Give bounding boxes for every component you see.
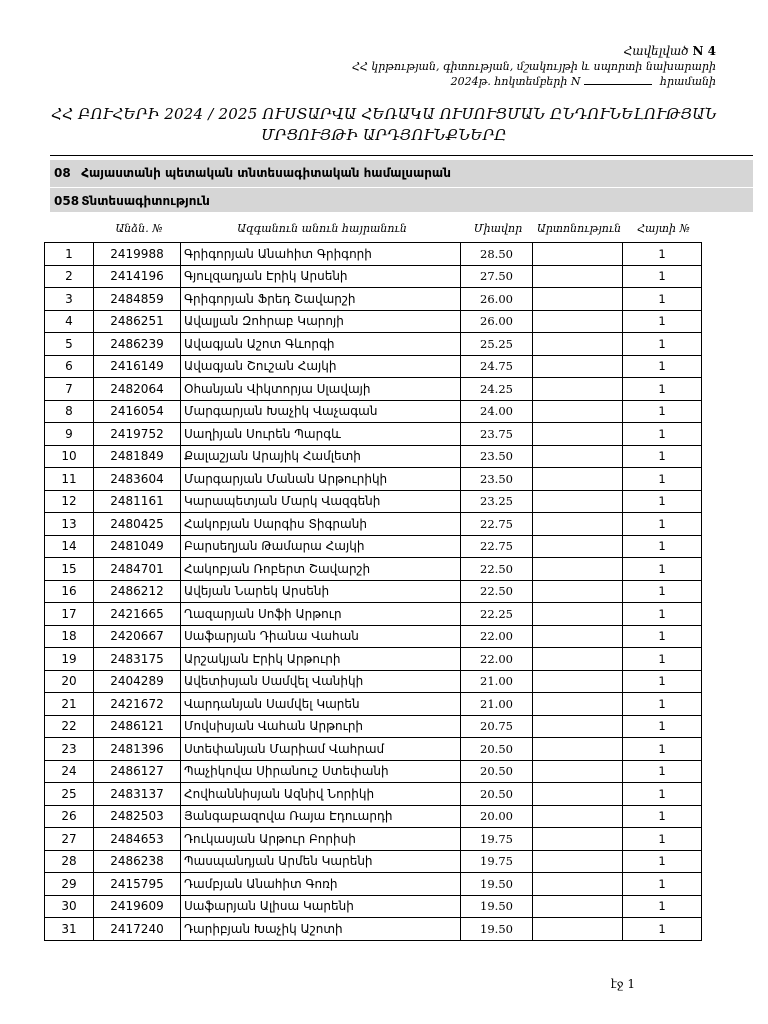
row-index-cell: 27: [45, 828, 94, 851]
title-divider: [50, 155, 753, 156]
score-cell: 20.50: [461, 738, 533, 761]
applicant-id-cell: 2486121: [94, 715, 181, 738]
applicant-name-cell: Ավետիսյան Սամվել Վանիկի: [181, 670, 461, 693]
table-row: [45, 333, 702, 356]
order-month: հոկտեմբերի: [494, 75, 568, 88]
privilege-cell: [533, 828, 623, 851]
privilege-cell: [533, 918, 623, 941]
application-number-cell: 1: [623, 490, 702, 513]
privilege-cell: [533, 895, 623, 918]
score-cell: 22.00: [461, 625, 533, 648]
score-cell: 19.50: [461, 873, 533, 896]
applicant-name-cell: Դուկասյան Արթուր Բորիսի: [181, 828, 461, 851]
table-row: [45, 445, 702, 468]
applicant-id-cell: 2416054: [94, 400, 181, 423]
table-row: [45, 378, 702, 401]
application-number-cell: 1: [623, 873, 702, 896]
applicant-id-cell: 2484653: [94, 828, 181, 851]
row-index-cell: 13: [45, 513, 94, 536]
table-row: [45, 265, 702, 288]
score-cell: 22.00: [461, 648, 533, 671]
row-index-cell: 12: [45, 490, 94, 513]
privilege-cell: [533, 670, 623, 693]
table-row: [45, 400, 702, 423]
privilege-cell: [533, 625, 623, 648]
row-index-cell: 2: [45, 265, 94, 288]
applicant-name-cell: Գրիգորյան Անահիտ Գրիգորի: [181, 243, 461, 266]
score-cell: 23.75: [461, 423, 533, 446]
row-index-cell: 1: [45, 243, 94, 266]
row-index-cell: 6: [45, 355, 94, 378]
table-row: [45, 535, 702, 558]
application-number-cell: 1: [623, 513, 702, 536]
applicant-name-cell: Ավալյան Զոհրաբ Կարոյի: [181, 310, 461, 333]
applicant-id-cell: 2419988: [94, 243, 181, 266]
applicant-name-cell: Հովհաննիսյան Ազնիվ Նորիկի: [181, 783, 461, 806]
applicant-name-cell: Արշակյան Էրիկ Արթուրի: [181, 648, 461, 671]
applicant-id-cell: 2483137: [94, 783, 181, 806]
row-index-cell: 5: [45, 333, 94, 356]
table-row: [45, 625, 702, 648]
score-cell: 21.00: [461, 693, 533, 716]
specialty-band: [50, 188, 753, 212]
score-cell: 26.00: [461, 310, 533, 333]
score-cell: 19.75: [461, 850, 533, 873]
application-number-cell: 1: [623, 333, 702, 356]
applicant-name-cell: Հակոբյան Սարգիս Տիգրանի: [181, 513, 461, 536]
applicant-name-cell: Մարգարյան Մանան Արթուրիկի: [181, 468, 461, 491]
applicant-name-cell: Ստեփանյան Մարիամ Վահրամ: [181, 738, 461, 761]
row-index-cell: 19: [45, 648, 94, 671]
row-index-cell: 25: [45, 783, 94, 806]
row-index-cell: 31: [45, 918, 94, 941]
table-row: [45, 355, 702, 378]
application-number-cell: 1: [623, 355, 702, 378]
privilege-cell: [533, 400, 623, 423]
privilege-cell: [533, 310, 623, 333]
annex-number: N 4: [692, 44, 716, 58]
application-number-cell: 1: [623, 423, 702, 446]
score-cell: 20.50: [461, 783, 533, 806]
privilege-cell: [533, 445, 623, 468]
score-cell: 24.75: [461, 355, 533, 378]
table-row: [45, 513, 702, 536]
results-table: [44, 242, 702, 941]
row-index-cell: 20: [45, 670, 94, 693]
privilege-cell: [533, 535, 623, 558]
row-index-cell: 15: [45, 558, 94, 581]
row-index-cell: 21: [45, 693, 94, 716]
score-cell: 20.50: [461, 760, 533, 783]
privilege-cell: [533, 355, 623, 378]
application-number-cell: 1: [623, 850, 702, 873]
applicant-name-cell: Դամբյան Անահիտ Գոռի: [181, 873, 461, 896]
application-number-cell: 1: [623, 445, 702, 468]
column-header-outcome: Արտոնություն: [536, 222, 622, 235]
annex-label: Հավելված: [623, 44, 689, 58]
applicant-id-cell: 2483175: [94, 648, 181, 671]
privilege-cell: [533, 693, 623, 716]
applicant-name-cell: Սաֆարյան Ալիսա Կարենի: [181, 895, 461, 918]
title-line-1: ՀՀ ԲՈՒՀԵՐԻ 2024 / 2025 ՈՒՍՏԱՐՎԱ ՀԵՌԱԿԱ ՈՒՍՈՒՑՄԱՆ ԸՆԴՈՒՆԵԼՈՒԹՅԱՆ: [51, 105, 717, 123]
applicant-id-cell: 2419609: [94, 895, 181, 918]
table-row: [45, 603, 702, 626]
score-cell: 22.75: [461, 513, 533, 536]
applicant-id-cell: 2421665: [94, 603, 181, 626]
score-cell: 20.75: [461, 715, 533, 738]
privilege-cell: [533, 760, 623, 783]
column-header-seq: Հայտի №: [637, 222, 690, 235]
table-row: [45, 715, 702, 738]
score-cell: 26.00: [461, 288, 533, 311]
table-row: [45, 783, 702, 806]
application-number-cell: 1: [623, 895, 702, 918]
table-row: [45, 288, 702, 311]
applicant-name-cell: Կարապետյան Մարկ Վազգենի: [181, 490, 461, 513]
faculty-code: 08: [54, 166, 71, 180]
title-line-2: ՄՐՑՈՒՅԹԻ ԱՐԴՅՈՒՆՔՆԵՐԸ: [261, 126, 507, 144]
application-number-cell: 1: [623, 670, 702, 693]
applicant-name-cell: Յանգաբազովա Ռայա Էդուարդի: [181, 805, 461, 828]
privilege-cell: [533, 468, 623, 491]
row-index-cell: 3: [45, 288, 94, 311]
page-number: էջ 1: [610, 977, 635, 991]
application-number-cell: 1: [623, 400, 702, 423]
table-row: [45, 918, 702, 941]
specialty-name: Տնտեսագիտություն: [81, 194, 210, 208]
score-cell: 27.50: [461, 265, 533, 288]
application-number-cell: 1: [623, 693, 702, 716]
applicant-id-cell: 2486127: [94, 760, 181, 783]
score-cell: 19.75: [461, 828, 533, 851]
application-number-cell: 1: [623, 580, 702, 603]
row-index-cell: 18: [45, 625, 94, 648]
applicant-id-cell: 2486239: [94, 333, 181, 356]
applicant-name-cell: Վարդանյան Սամվել Կարեն: [181, 693, 461, 716]
score-cell: 23.50: [461, 468, 533, 491]
application-number-cell: 1: [623, 243, 702, 266]
score-cell: 19.50: [461, 895, 533, 918]
applicant-name-cell: Ավեյան Նարեկ Արսենի: [181, 580, 461, 603]
applicant-id-cell: 2404289: [94, 670, 181, 693]
score-cell: 23.50: [461, 445, 533, 468]
row-index-cell: 28: [45, 850, 94, 873]
applicant-name-cell: Ավագյան Շուշան Հայկի: [181, 355, 461, 378]
order-number-blank: [584, 76, 652, 85]
applicant-id-cell: 2484701: [94, 558, 181, 581]
applicant-id-cell: 2421672: [94, 693, 181, 716]
applicant-name-cell: Բարսեղյան Թամարա Հայկի: [181, 535, 461, 558]
row-index-cell: 4: [45, 310, 94, 333]
applicant-name-cell: Մարգարյան Խաչիկ Վաչագան: [181, 400, 461, 423]
table-row: [45, 873, 702, 896]
privilege-cell: [533, 873, 623, 896]
applicant-id-cell: 2420667: [94, 625, 181, 648]
score-cell: 24.25: [461, 378, 533, 401]
applicant-id-cell: 2414196: [94, 265, 181, 288]
table-row: [45, 490, 702, 513]
column-header-score: Միավոր: [473, 222, 523, 235]
applicant-id-cell: 2481396: [94, 738, 181, 761]
row-index-cell: 23: [45, 738, 94, 761]
applicant-id-cell: 2483604: [94, 468, 181, 491]
privilege-cell: [533, 243, 623, 266]
applicant-id-cell: 2419752: [94, 423, 181, 446]
applicant-name-cell: Սաղիյան Սուրեն Պարգև: [181, 423, 461, 446]
application-number-cell: 1: [623, 918, 702, 941]
row-index-cell: 17: [45, 603, 94, 626]
score-cell: 23.25: [461, 490, 533, 513]
row-index-cell: 29: [45, 873, 94, 896]
application-number-cell: 1: [623, 468, 702, 491]
applicant-name-cell: Ավագյան Աշոտ Գևորգի: [181, 333, 461, 356]
applicant-name-cell: Սաֆարյան Դիանա Վահան: [181, 625, 461, 648]
application-number-cell: 1: [623, 265, 702, 288]
application-number-cell: 1: [623, 805, 702, 828]
applicant-id-cell: 2486238: [94, 850, 181, 873]
privilege-cell: [533, 513, 623, 536]
table-row: [45, 805, 702, 828]
applicant-name-cell: Գյուլզադյան Էրիկ Արսենի: [181, 265, 461, 288]
results-table-body: [45, 243, 702, 941]
privilege-cell: [533, 648, 623, 671]
applicant-name-cell: Ղազարյան Սոֆի Արթուր: [181, 603, 461, 626]
order-n: N: [570, 75, 581, 88]
table-row: [45, 670, 702, 693]
applicant-name-cell: Պաչիկովա Սիրանուշ Ստեփանի: [181, 760, 461, 783]
applicant-name-cell: Գրիգորյան Ֆրեդ Շավարշի: [181, 288, 461, 311]
score-cell: 22.50: [461, 558, 533, 581]
row-index-cell: 9: [45, 423, 94, 446]
score-cell: 24.00: [461, 400, 533, 423]
applicant-id-cell: 2417240: [94, 918, 181, 941]
table-row: [45, 693, 702, 716]
annex-line: [352, 44, 716, 59]
privilege-cell: [533, 423, 623, 446]
applicant-id-cell: 2481049: [94, 535, 181, 558]
score-cell: 28.50: [461, 243, 533, 266]
specialty-code: 058: [54, 194, 80, 208]
table-row: [45, 580, 702, 603]
privilege-cell: [533, 738, 623, 761]
privilege-cell: [533, 783, 623, 806]
table-row: [45, 648, 702, 671]
row-index-cell: 8: [45, 400, 94, 423]
applicant-id-cell: 2415795: [94, 873, 181, 896]
privilege-cell: [533, 603, 623, 626]
privilege-cell: [533, 580, 623, 603]
score-cell: 19.50: [461, 918, 533, 941]
application-number-cell: 1: [623, 288, 702, 311]
document-title: [0, 104, 768, 146]
row-index-cell: 10: [45, 445, 94, 468]
row-index-cell: 26: [45, 805, 94, 828]
applicant-id-cell: 2484859: [94, 288, 181, 311]
applicant-name-cell: Դարիբյան Խաչիկ Աշոտի: [181, 918, 461, 941]
column-headers: [45, 218, 702, 240]
score-cell: 20.00: [461, 805, 533, 828]
order-year: 2024թ.: [450, 75, 491, 88]
applicant-name-cell: Հակոբյան Ռոբերտ Շավարշի: [181, 558, 461, 581]
table-row: [45, 850, 702, 873]
row-index-cell: 24: [45, 760, 94, 783]
applicant-id-cell: 2480425: [94, 513, 181, 536]
application-number-cell: 1: [623, 738, 702, 761]
ministry-line: ՀՀ կրթության, գիտության, մշակույթի և սպորտի նախարարի: [351, 60, 716, 73]
application-number-cell: 1: [623, 625, 702, 648]
table-row: [45, 828, 702, 851]
applicant-id-cell: 2481849: [94, 445, 181, 468]
privilege-cell: [533, 490, 623, 513]
table-row: [45, 468, 702, 491]
applicant-id-cell: 2481161: [94, 490, 181, 513]
privilege-cell: [533, 850, 623, 873]
application-number-cell: 1: [623, 828, 702, 851]
applicant-id-cell: 2416149: [94, 355, 181, 378]
faculty-name: Հայաստանի պետական տնտեսագիտական համալսարան: [81, 166, 451, 180]
privilege-cell: [533, 715, 623, 738]
table-row: [45, 558, 702, 581]
order-line: [352, 74, 716, 89]
table-row: [45, 310, 702, 333]
row-index-cell: 7: [45, 378, 94, 401]
applicant-name-cell: Պասպանդյան Արմեն Կարենի: [181, 850, 461, 873]
privilege-cell: [533, 805, 623, 828]
application-number-cell: 1: [623, 535, 702, 558]
faculty-band: [50, 160, 753, 187]
score-cell: 22.75: [461, 535, 533, 558]
row-index-cell: 11: [45, 468, 94, 491]
document-header: [352, 44, 716, 89]
row-index-cell: 22: [45, 715, 94, 738]
privilege-cell: [533, 558, 623, 581]
privilege-cell: [533, 265, 623, 288]
score-cell: 25.25: [461, 333, 533, 356]
table-row: [45, 243, 702, 266]
application-number-cell: 1: [623, 310, 702, 333]
table-row: [45, 423, 702, 446]
applicant-id-cell: 2486212: [94, 580, 181, 603]
score-cell: 22.50: [461, 580, 533, 603]
privilege-cell: [533, 288, 623, 311]
privilege-cell: [533, 378, 623, 401]
table-row: [45, 760, 702, 783]
privilege-cell: [533, 333, 623, 356]
application-number-cell: 1: [623, 558, 702, 581]
applicant-name-cell: Քալաշյան Արայիկ Համլետի: [181, 445, 461, 468]
table-row: [45, 738, 702, 761]
applicant-id-cell: 2482064: [94, 378, 181, 401]
applicant-name-cell: Օհանյան Վիկտորյա Սլավայի: [181, 378, 461, 401]
application-number-cell: 1: [623, 783, 702, 806]
table-row: [45, 895, 702, 918]
score-cell: 22.25: [461, 603, 533, 626]
score-cell: 21.00: [461, 670, 533, 693]
column-header-id: Անձն. №: [115, 222, 163, 235]
applicant-name-cell: Մովսիսյան Վահան Արթուրի: [181, 715, 461, 738]
row-index-cell: 30: [45, 895, 94, 918]
applicant-id-cell: 2482503: [94, 805, 181, 828]
column-header-name: Ազգանուն անուն հայրանուն: [237, 222, 407, 235]
order-suffix: հրամանի: [659, 75, 716, 88]
application-number-cell: 1: [623, 378, 702, 401]
application-number-cell: 1: [623, 760, 702, 783]
application-number-cell: 1: [623, 715, 702, 738]
applicant-id-cell: 2486251: [94, 310, 181, 333]
row-index-cell: 16: [45, 580, 94, 603]
row-index-cell: 14: [45, 535, 94, 558]
application-number-cell: 1: [623, 648, 702, 671]
application-number-cell: 1: [623, 603, 702, 626]
